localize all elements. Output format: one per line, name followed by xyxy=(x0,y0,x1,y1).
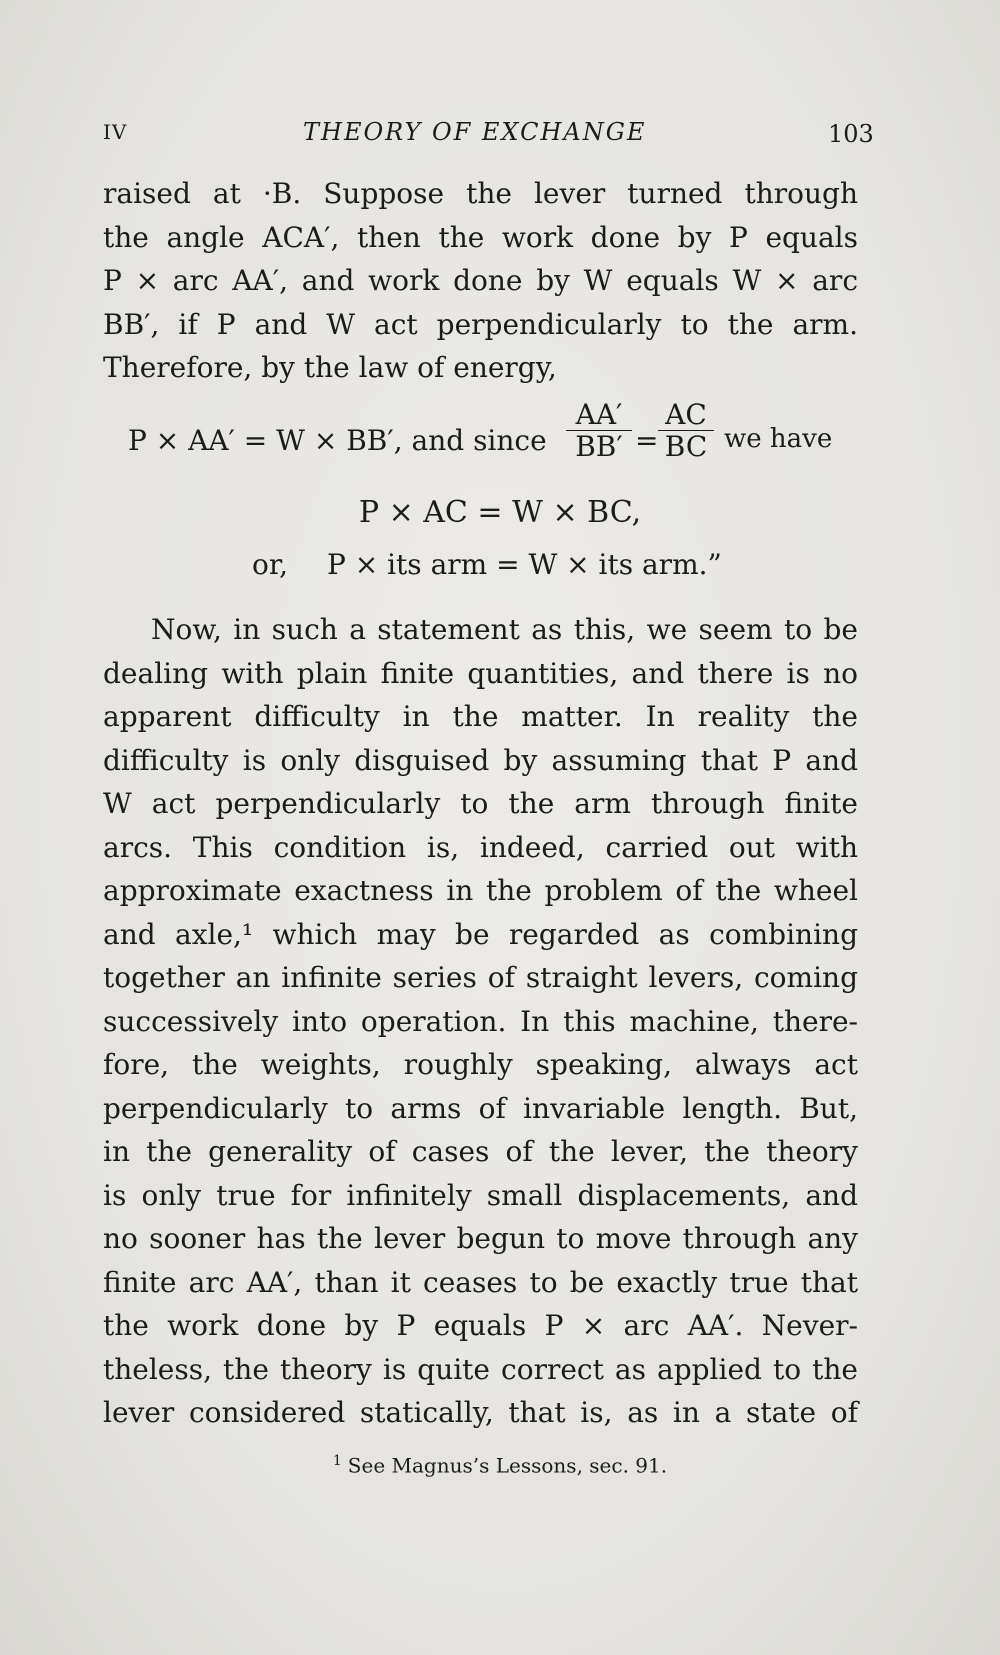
fraction-numerator: AA′ xyxy=(566,400,632,431)
fraction-aa-bb xyxy=(566,400,632,463)
fraction-numerator: AC xyxy=(658,400,714,431)
text-line: Therefore, by the law of energy, xyxy=(103,351,557,384)
text-line: the work done by P equals P × arc AA′. Never- xyxy=(103,1309,858,1342)
text-line: lever considered statically, that is, as in a state of xyxy=(103,1396,858,1429)
equation-body: P × its arm = W × its arm.” xyxy=(327,548,722,581)
main-paragraph xyxy=(103,608,858,1435)
page-number: 103 xyxy=(828,120,874,148)
text-line: apparent difficulty in the matter. In reality the xyxy=(103,700,858,733)
text-line: in the generality of cases of the lever, the theory xyxy=(103,1135,858,1168)
equation-prefix: or, xyxy=(252,548,289,581)
text-line: and axle,¹ which may be regarded as combining xyxy=(103,917,858,951)
footnote xyxy=(0,1453,1000,1478)
text-line: difficulty is only disguised by assuming that P and xyxy=(103,743,858,777)
footnote-text: See Magnus’s Lessons, sec. 91. xyxy=(347,1453,668,1478)
text-line: dealing with plain finite quantities, and there is no xyxy=(103,656,858,690)
intro-paragraph xyxy=(103,172,858,390)
text-line: perpendicularly to arms of invariable length. But, xyxy=(103,1091,858,1125)
text-line: is only true for infinitely small displacements, and xyxy=(103,1178,858,1212)
text-line: no sooner has the lever begun to move through any xyxy=(103,1222,858,1255)
text-line: arcs. This condition is, indeed, carried out with xyxy=(103,830,858,864)
equation-tail: we have xyxy=(724,424,833,454)
text-line: W act perpendicularly to the arm through finite xyxy=(103,787,858,820)
text-line: finite arc AA′, than it ceases to be exactly true that xyxy=(103,1265,858,1299)
footnote-marker: 1 xyxy=(332,1453,342,1469)
text-line: theless, the theory is quite correct as applied to the xyxy=(103,1352,858,1386)
text-line: Now, in such a statement as this, we seem to be xyxy=(151,613,858,646)
equals-sign: = xyxy=(635,424,659,457)
text-line: raised at ·B. Suppose the lever turned through xyxy=(103,177,858,210)
text-line: together an infinite series of straight levers, coming xyxy=(103,961,858,994)
text-line: BB′, if P and W act perpendicularly to the arm. xyxy=(103,307,858,341)
equation-energy xyxy=(128,400,868,480)
chapter-number: IV xyxy=(103,120,128,144)
fraction-denominator: BC xyxy=(664,430,708,463)
fraction-ac-bc xyxy=(658,400,714,463)
text-line: fore, the weights, roughly speaking, always act xyxy=(103,1048,858,1081)
text-line: P × arc AA′, and work done by W equals W × arc xyxy=(103,264,858,297)
text-line: successively into operation. In this machine, there- xyxy=(103,1004,858,1038)
text-line: approximate exactness in the problem of the wheel xyxy=(103,874,858,907)
equation-lhs: P × AA′ = W × BB′, and since xyxy=(128,424,547,457)
running-title: THEORY OF EXCHANGE xyxy=(303,118,647,146)
text-line: the angle ACA′, then the work done by P equals xyxy=(103,220,858,254)
fraction-denominator: BB′ xyxy=(575,430,623,463)
equation-moments: P × AC = W × BC, xyxy=(358,495,642,530)
running-header xyxy=(103,114,874,154)
